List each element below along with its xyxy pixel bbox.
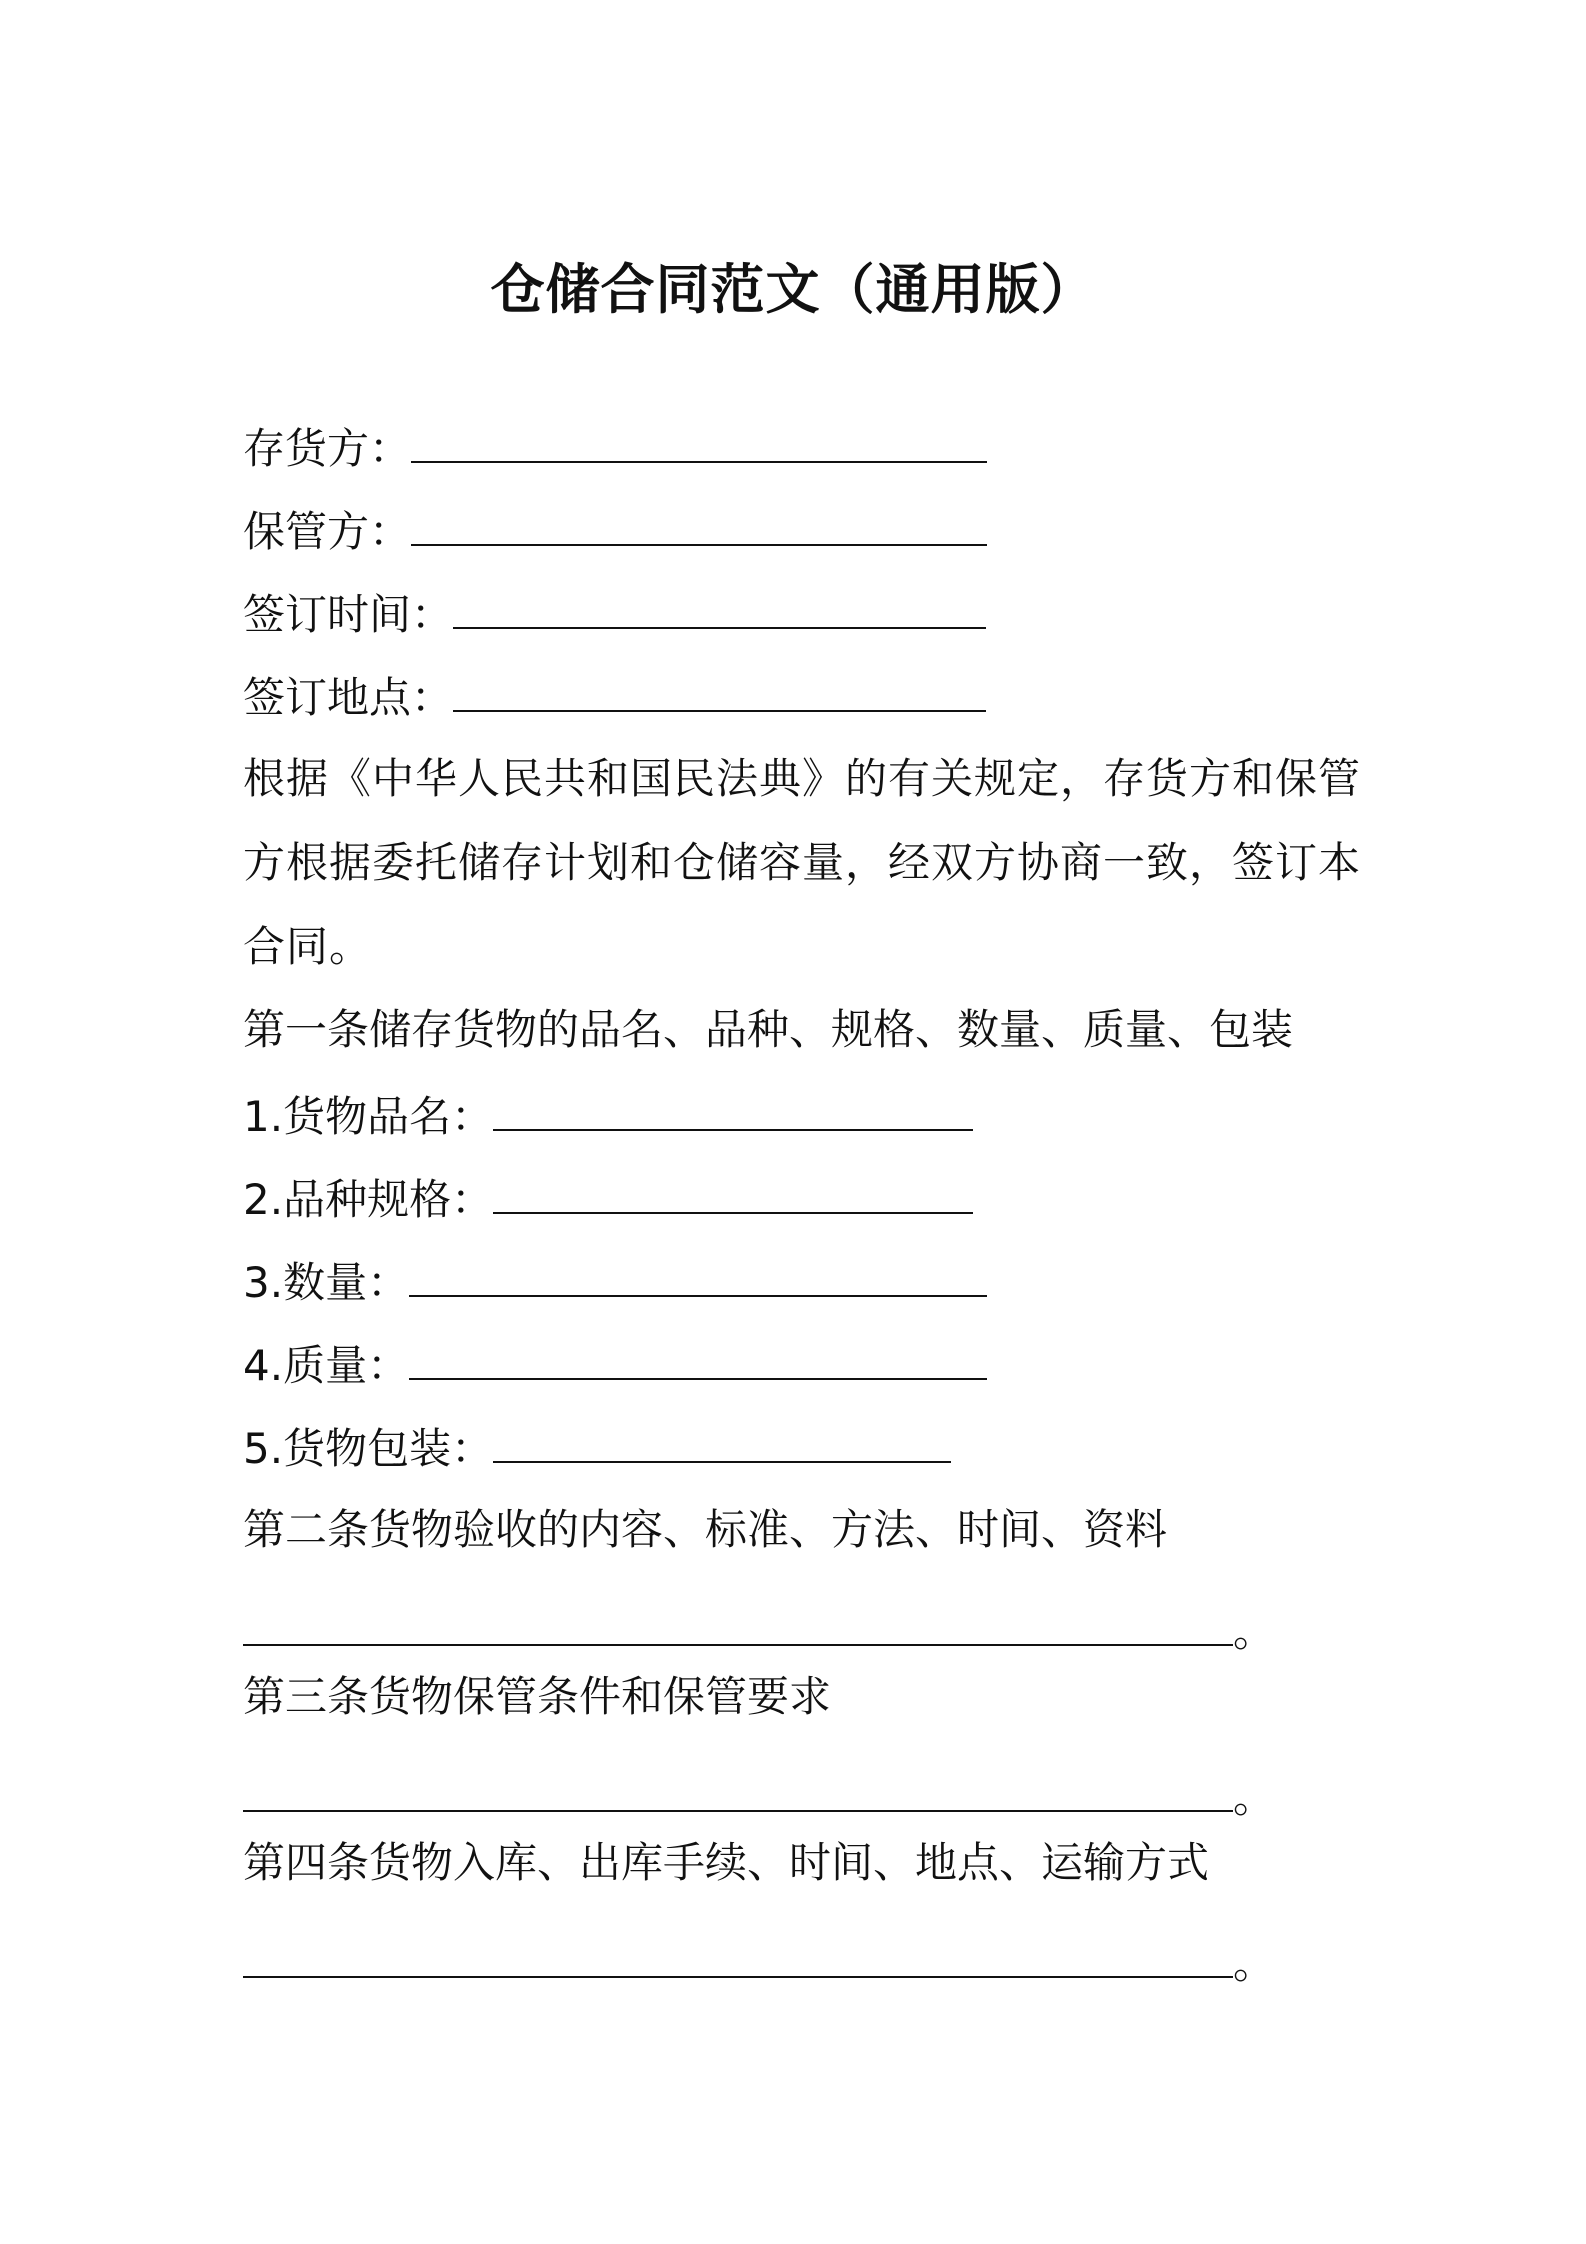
article-4-heading: 第四条货物入库、出库手续、时间、地点、运输方式 xyxy=(243,1838,1210,1887)
variety-spec-label: 2.品种规格： xyxy=(243,1175,494,1224)
custodian-label: 保管方： xyxy=(243,507,412,556)
goods-name-label: 1.货物品名： xyxy=(243,1092,494,1141)
article-2-blank[interactable] xyxy=(243,1598,1233,1646)
signing-time-field xyxy=(243,581,1363,645)
document-title: 仓储合同范文（通用版） xyxy=(490,258,1096,321)
article-2-end: 。 xyxy=(1233,1607,1276,1656)
article-1-heading: 第一条储存货物的品名、品种、规格、数量、质量、包装 xyxy=(243,1005,1294,1054)
goods-name-field xyxy=(243,1083,1363,1147)
variety-spec-field xyxy=(243,1166,1363,1230)
quality-field xyxy=(243,1332,1363,1396)
packaging-field xyxy=(243,1415,1363,1479)
article-2-heading: 第二条货物验收的内容、标准、方法、时间、资料 xyxy=(243,1505,1168,1554)
quantity-blank[interactable] xyxy=(409,1249,987,1297)
signing-place-field xyxy=(243,664,1363,728)
article-3-line xyxy=(243,1764,1275,1828)
variety-spec-blank[interactable] xyxy=(493,1166,973,1214)
custodian-field xyxy=(243,498,1363,562)
signing-time-blank[interactable] xyxy=(453,581,986,629)
packaging-label: 5.货物包装： xyxy=(243,1424,494,1473)
article-3-blank[interactable] xyxy=(243,1764,1233,1812)
article-4-line xyxy=(243,1930,1275,1994)
depositor-label: 存货方： xyxy=(243,424,412,473)
quality-blank[interactable] xyxy=(409,1332,987,1380)
packaging-blank[interactable] xyxy=(493,1415,951,1463)
quantity-label: 3.数量： xyxy=(243,1258,410,1307)
article-4-blank[interactable] xyxy=(243,1930,1233,1978)
goods-name-blank[interactable] xyxy=(493,1083,973,1131)
depositor-blank[interactable] xyxy=(411,415,987,463)
custodian-blank[interactable] xyxy=(411,498,987,546)
intro-paragraph: 根据《中华人民共和国民法典》的有关规定，存货方和保管方根据委托储存计划和仓储容量，经双方协商一致，签订本合同。 xyxy=(243,754,1362,971)
depositor-field xyxy=(243,415,1363,479)
signing-place-blank[interactable] xyxy=(453,664,986,712)
signing-time-label: 签订时间： xyxy=(243,590,454,639)
article-3-heading: 第三条货物保管条件和保管要求 xyxy=(243,1672,832,1721)
quality-label: 4.质量： xyxy=(243,1341,410,1390)
article-3-end: 。 xyxy=(1233,1773,1276,1822)
article-2-line xyxy=(243,1598,1275,1662)
article-4-end: 。 xyxy=(1233,1939,1276,1988)
quantity-field xyxy=(243,1249,1363,1313)
signing-place-label: 签订地点： xyxy=(243,673,454,722)
